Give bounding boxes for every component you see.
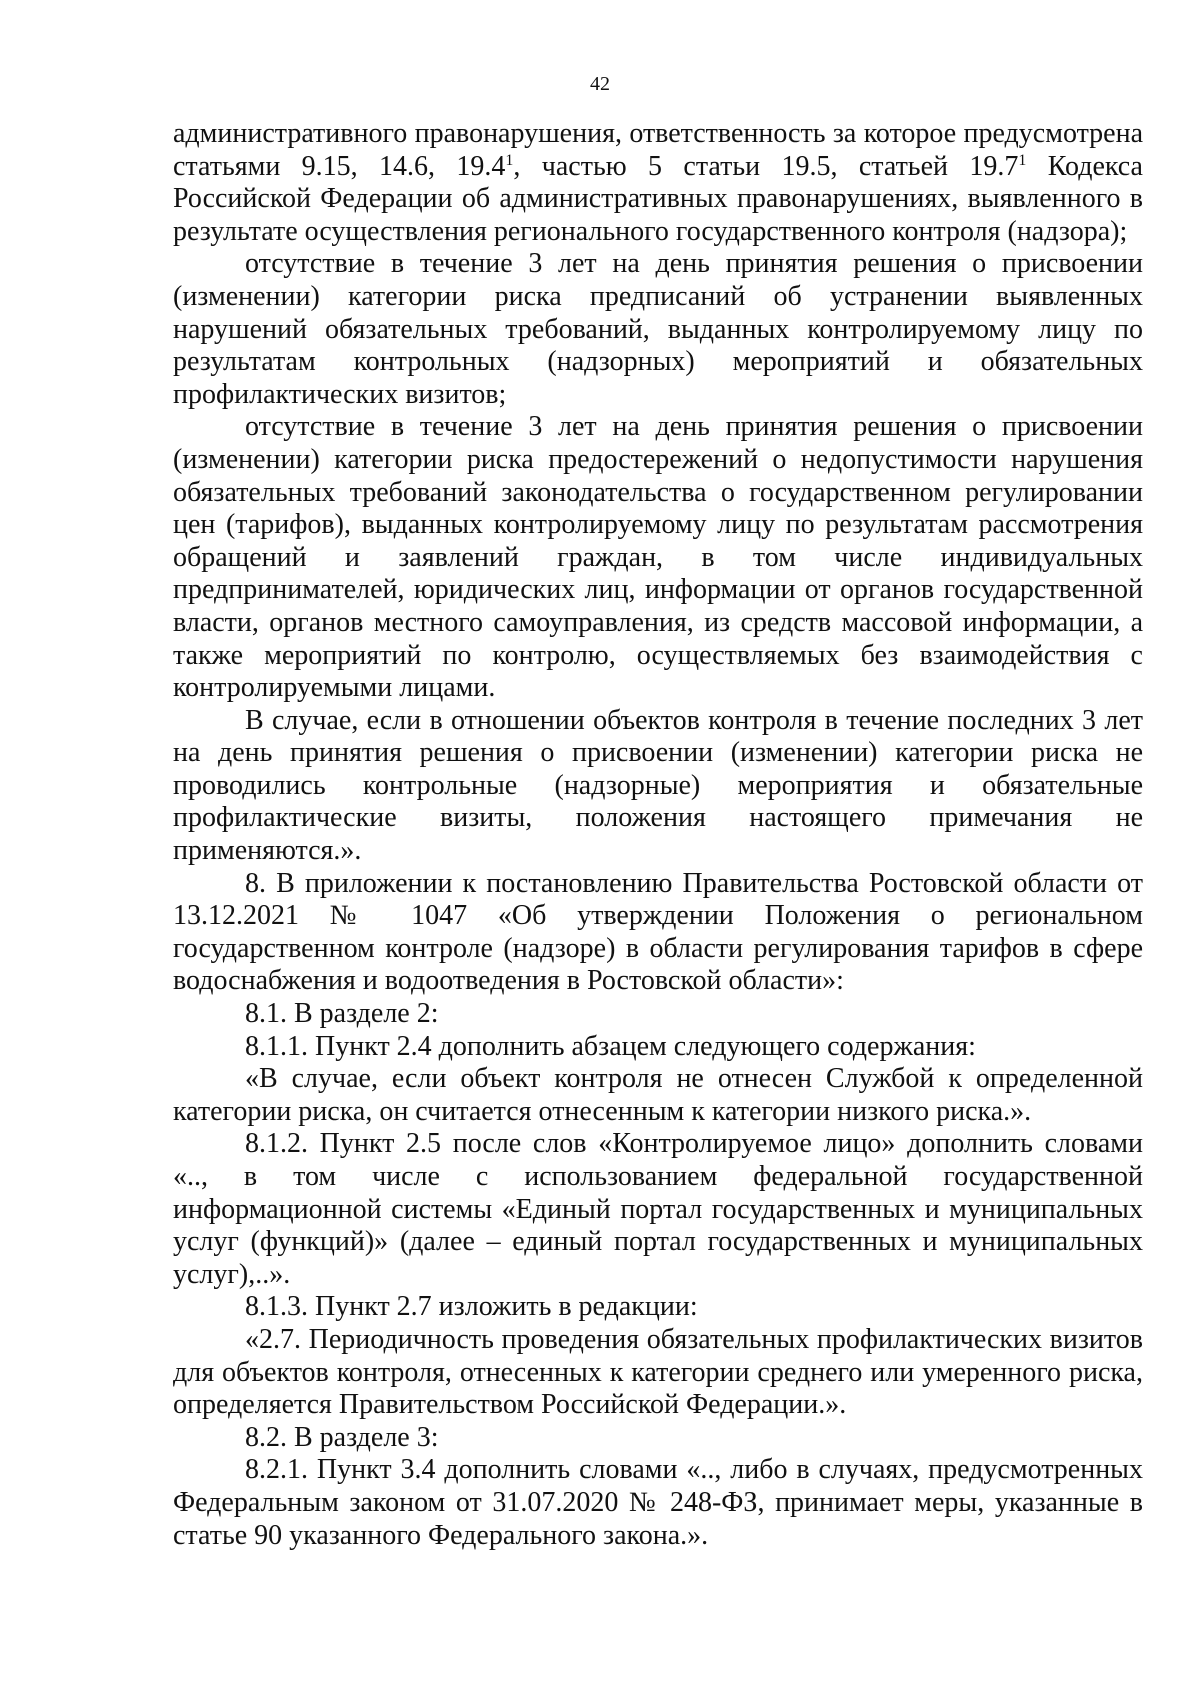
paragraph-text: Кодекса Российской Федерации об административных правонарушениях, выявленного в результате осуществления регионального государственного контроля (надзора); [173,150,1143,247]
paragraph-item-8: 8. В приложении к постановлению Правительства Ростовской области от 13.12.2021 № 1047 «Об утверждении Положения о региональном государственном контроле (надзоре) в области регулирования тарифов в сфере водоснабжения и водоотведения в Ростовской области»: [173,867,1143,997]
paragraph-no-warnings: отсутствие в течение 3 лет на день принятия решения о присвоении (изменении) категории риска предостережений о недопустимости нарушения обязательных требований законодательства о государственном регулировании цен (тарифов), выданных контролируемому лицу по результатам рассмотрения обращений и заявлений граждан, в том числе индивидуальных предпринимателей, юридических лиц, информации от органов государственной власти, органов местного самоуправления, из средств массовой информации, а также мероприятий по контролю, осуществляемых без взаимодействия с контролируемыми лицами. [173,411,1143,704]
paragraph-quote-category: «В случае, если объект контроля не отнесен Службой к определенной категории риска, он считается отнесенным к категории низкого риска.». [173,1063,1143,1127]
paragraph-text: административного правонарушения, ответственность за которое предусмотрена статьями 9.15, 14.6, 19.4 [173,118,1143,182]
document-body [173,118,1143,1552]
paragraph-item-8-1-3: 8.1.3. Пункт 2.7 изложить в редакции: [245,1291,698,1323]
paragraph-text: , частью 5 статьи 19.5, статьей 19.7 [513,150,1019,182]
superscript: 1 [505,151,514,169]
paragraph-not-applied: В случае, если в отношении объектов контроля в течение последних 3 лет на день принятия решения о присвоении (изменении) категории риска не проводились контрольные (надзорные) мероприятия и обязательные профилактические визиты, положения настоящего примечания не применяются.». [173,704,1143,867]
paragraph-continuation [173,118,1143,248]
paragraph-quote-2-7: «2.7. Периодичность проведения обязательных профилактических визитов для объектов контроля, отнесенных к категории среднего или умеренного риска, определяется Правительством Российской Федерации.». [173,1323,1143,1421]
page-number: 42 [590,73,610,95]
paragraph-item-8-2: 8.2. В разделе 3: [245,1421,439,1453]
paragraph-no-prescriptions: отсутствие в течение 3 лет на день принятия решения о присвоении (изменении) категории риска предписаний об устранении выявленных нарушений обязательных требований, выданных контролируемому лицу по результатам контрольных (надзорных) мероприятий и обязательных профилактических визитов; [173,248,1143,410]
superscript: 1 [1018,151,1027,169]
paragraph-item-8-1-2: 8.1.2. Пункт 2.5 после слов «Контролируемое лицо» дополнить словами «.., в том числе с использованием федеральной государственной информационной системы «Единый портал государственных и муниципальных услуг (функций)» (далее – единый портал государственных и муниципальных услуг),..». [173,1128,1143,1290]
paragraph-item-8-1-1: 8.1.1. Пункт 2.4 дополнить абзацем следующего содержания: [245,1030,976,1062]
paragraph-item-8-1: 8.1. В разделе 2: [245,998,439,1030]
paragraph-item-8-2-1: 8.2.1. Пункт 3.4 дополнить словами «.., либо в случаях, предусмотренных Федеральным законом от 31.07.2020 № 248-ФЗ, принимает меры, указанные в статье 90 указанного Федерального закона.». [173,1454,1143,1551]
